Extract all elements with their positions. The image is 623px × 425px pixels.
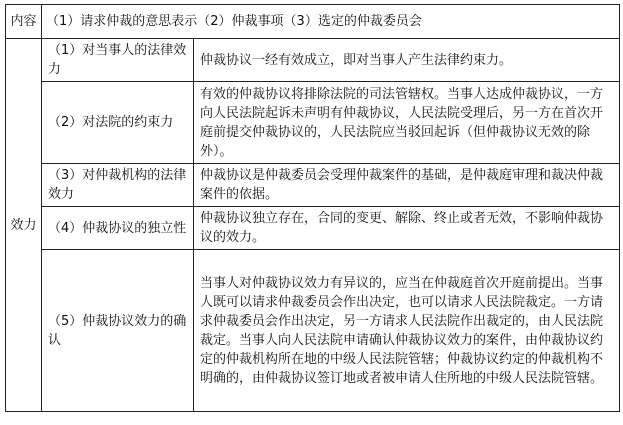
row-label-cell [42, 207, 194, 250]
row-content-cell [194, 207, 620, 250]
row-content-cell [194, 250, 620, 412]
table-row [6, 207, 620, 250]
header-label: 内容 [10, 14, 37, 29]
group-label-cell [6, 39, 42, 412]
row-label: （5）仲裁协议效力的确认 [48, 313, 187, 348]
row-label-cell [42, 39, 194, 82]
table-row [6, 164, 620, 207]
row-content: 仲裁协议是仲裁委员会受理仲裁案件的基础，是仲裁庭审理和裁决仲裁案件的依据。 [200, 168, 604, 202]
row-content: 当事人对仲裁协议效力有异议的，应当在仲裁庭首次开庭前提出。当事人既可以请求仲裁委员会作出决定，也可以请求人民法院裁定。一方请求仲裁委员会作出决定，另一方请求人民法院作出裁定的，由人民法院裁定。当事人向人民法院申请确认仲裁协议效力的案件，由仲裁协议约定的仲裁机构所在地的中级人民法院管辖；仲裁协议约定的仲裁机构不明确的，由仲裁协议签订地或者被申请人住所地的中级人民法院管辖。 [200, 275, 604, 386]
row-label: （3）对仲裁机构的法律效力 [48, 168, 187, 202]
row-content: 仲裁协议独立存在，合同的变更、解除、终止或者无效，不影响仲裁协议的效力。 [200, 211, 604, 245]
table-row [6, 39, 620, 82]
table-row [6, 250, 620, 412]
table-row [6, 82, 620, 164]
row-content-cell [194, 39, 620, 82]
row-label: （1）对当事人的法律效力 [48, 43, 187, 77]
row-label: （2）对法院的约束力 [48, 115, 174, 130]
row-label-cell [42, 164, 194, 207]
row-content-cell [194, 164, 620, 207]
header-label-cell [6, 5, 42, 39]
row-label-cell [42, 250, 194, 412]
row-label-cell [42, 82, 194, 164]
arbitration-agreement-table [5, 4, 620, 412]
group-label: 效力 [10, 217, 37, 233]
header-content: （1）请求仲裁的意思表示（2）仲裁事项（3）选定的仲裁委员会 [46, 14, 422, 29]
row-label: （4）仲裁协议的独立性 [48, 220, 187, 236]
header-content-cell [42, 5, 620, 39]
table-row-content [6, 5, 620, 39]
row-content-cell [194, 82, 620, 164]
row-content: 仲裁协议一经有效成立，即对当事人产生法律约束力。 [200, 52, 513, 68]
row-content: 有效的仲裁协议将排除法院的司法管辖权。当事人达成仲裁协议，一方向人民法院起诉未声明有仲裁协议，人民法院受理后，另一方在首次开庭前提交仲裁协议的，人民法院应当驳回起诉（但仲裁协议无效的除外）。 [200, 86, 604, 159]
